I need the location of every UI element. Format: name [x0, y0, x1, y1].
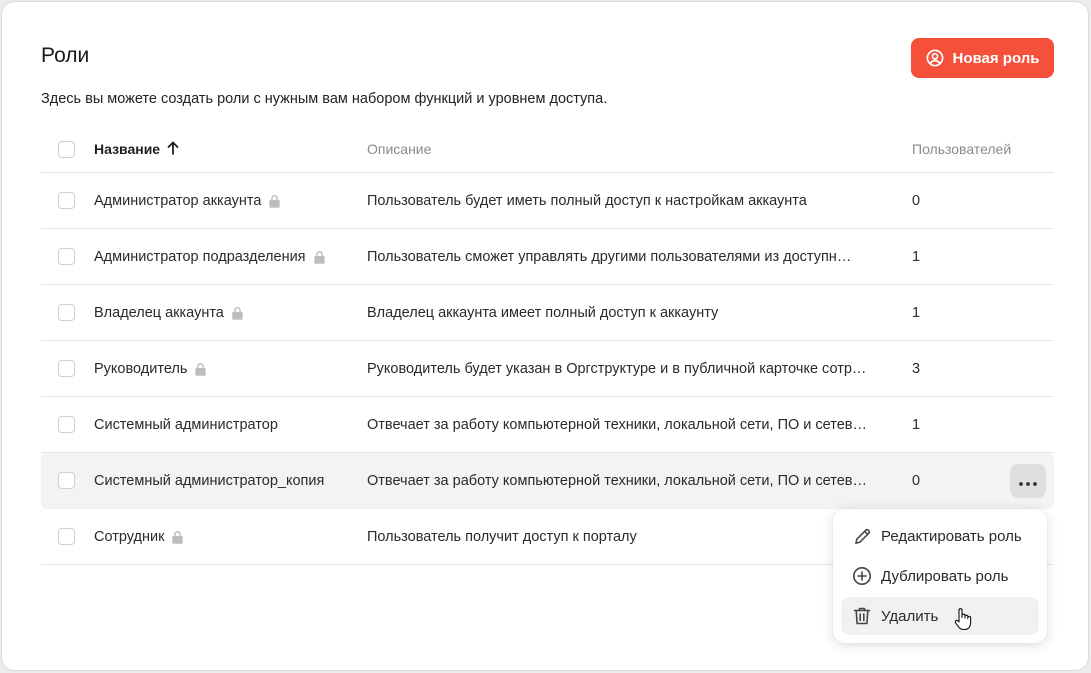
table-body — [41, 173, 1054, 565]
row-context-menu — [833, 509, 1047, 643]
role-name: Системный администратор — [94, 417, 278, 433]
role-description: Руководитель будет указан в Оргструктуре и в публичной карточке сотр… — [367, 361, 867, 377]
role-name: Руководитель — [94, 361, 188, 377]
column-header-name[interactable] — [94, 125, 179, 173]
role-description: Пользователь будет иметь полный доступ к настройкам аккаунта — [367, 193, 807, 209]
role-description-cell — [367, 341, 892, 397]
row-actions-button[interactable] — [1010, 464, 1046, 498]
row-checkbox[interactable] — [58, 472, 75, 489]
lock-icon — [194, 362, 207, 376]
menu-item-delete[interactable] — [841, 597, 1039, 635]
role-users-count: 1 — [912, 305, 921, 321]
role-description: Отвечает за работу компьютерной техники, локальной сети, ПО и сетев… — [367, 417, 868, 433]
menu-item-duplicate-role[interactable] — [841, 557, 1039, 595]
pencil-icon — [852, 526, 872, 546]
trash-icon — [852, 606, 872, 626]
more-horizontal-icon — [1019, 474, 1037, 489]
menu-item-label: Удалить — [881, 607, 939, 625]
role-description: Пользователь получит доступ к порталу — [367, 529, 637, 545]
role-description-cell — [367, 173, 892, 229]
role-name-cell — [94, 397, 278, 453]
row-checkbox[interactable] — [58, 360, 75, 377]
roles-panel — [1, 1, 1089, 671]
table-row[interactable] — [41, 453, 1054, 509]
role-name: Системный администратор_копия — [94, 473, 325, 489]
page-subtitle: Здесь вы можете создать роли с нужным вам набором функций и уровнем доступа. — [41, 91, 608, 107]
role-name: Администратор аккаунта — [94, 193, 262, 209]
column-header-users: Пользователей — [912, 141, 1012, 157]
role-users-count: 0 — [912, 473, 921, 489]
row-checkbox[interactable] — [58, 528, 75, 545]
role-name-cell — [94, 229, 326, 285]
menu-item-edit-role[interactable] — [841, 517, 1039, 555]
role-name-cell — [94, 341, 207, 397]
table-row[interactable] — [41, 285, 1054, 341]
menu-item-label: Редактировать роль — [881, 527, 1022, 545]
lock-icon — [231, 306, 244, 320]
role-description-cell — [367, 397, 892, 453]
hand-pointer-icon — [954, 607, 972, 631]
role-name: Сотрудник — [94, 529, 165, 545]
roles-table — [41, 125, 1054, 565]
role-users-count: 0 — [912, 193, 921, 209]
role-name-cell — [94, 509, 184, 565]
column-name-label: Название — [94, 141, 161, 157]
table-row[interactable] — [41, 229, 1054, 285]
lock-icon — [313, 250, 326, 264]
table-row[interactable] — [41, 341, 1054, 397]
role-description-cell — [367, 229, 892, 285]
row-checkbox[interactable] — [58, 304, 75, 321]
new-role-button[interactable] — [911, 38, 1054, 78]
sort-arrow-up-icon — [167, 141, 179, 158]
row-checkbox[interactable] — [58, 416, 75, 433]
role-description-cell — [367, 285, 892, 341]
plus-circle-icon — [852, 566, 872, 586]
table-row[interactable] — [41, 397, 1054, 453]
role-name: Администратор подразделения — [94, 249, 306, 265]
lock-icon — [171, 530, 184, 544]
role-name-cell — [94, 173, 281, 229]
new-role-label: Новая роль — [952, 49, 1040, 67]
lock-icon — [268, 194, 281, 208]
select-all-checkbox[interactable] — [58, 141, 75, 158]
menu-item-label: Дублировать роль — [881, 567, 1009, 585]
role-users-count: 3 — [912, 361, 921, 377]
role-description: Владелец аккаунта имеет полный доступ к аккаунту — [367, 305, 719, 321]
role-description: Пользователь сможет управлять другими пользователями из доступн… — [367, 249, 852, 265]
page-title: Роли — [41, 44, 90, 67]
role-name: Владелец аккаунта — [94, 305, 224, 321]
row-checkbox[interactable] — [58, 248, 75, 265]
column-header-description: Описание — [367, 141, 432, 157]
row-checkbox[interactable] — [58, 192, 75, 209]
table-row[interactable] — [41, 173, 1054, 229]
role-users-count: 1 — [912, 249, 921, 265]
role-users-count: 1 — [912, 417, 921, 433]
role-description: Отвечает за работу компьютерной техники, локальной сети, ПО и сетев… — [367, 473, 868, 489]
role-description-cell — [367, 509, 892, 565]
role-description-cell — [367, 453, 892, 509]
role-name-cell — [94, 453, 324, 509]
table-header — [41, 125, 1054, 173]
user-circle-icon — [926, 49, 944, 67]
role-name-cell — [94, 285, 244, 341]
